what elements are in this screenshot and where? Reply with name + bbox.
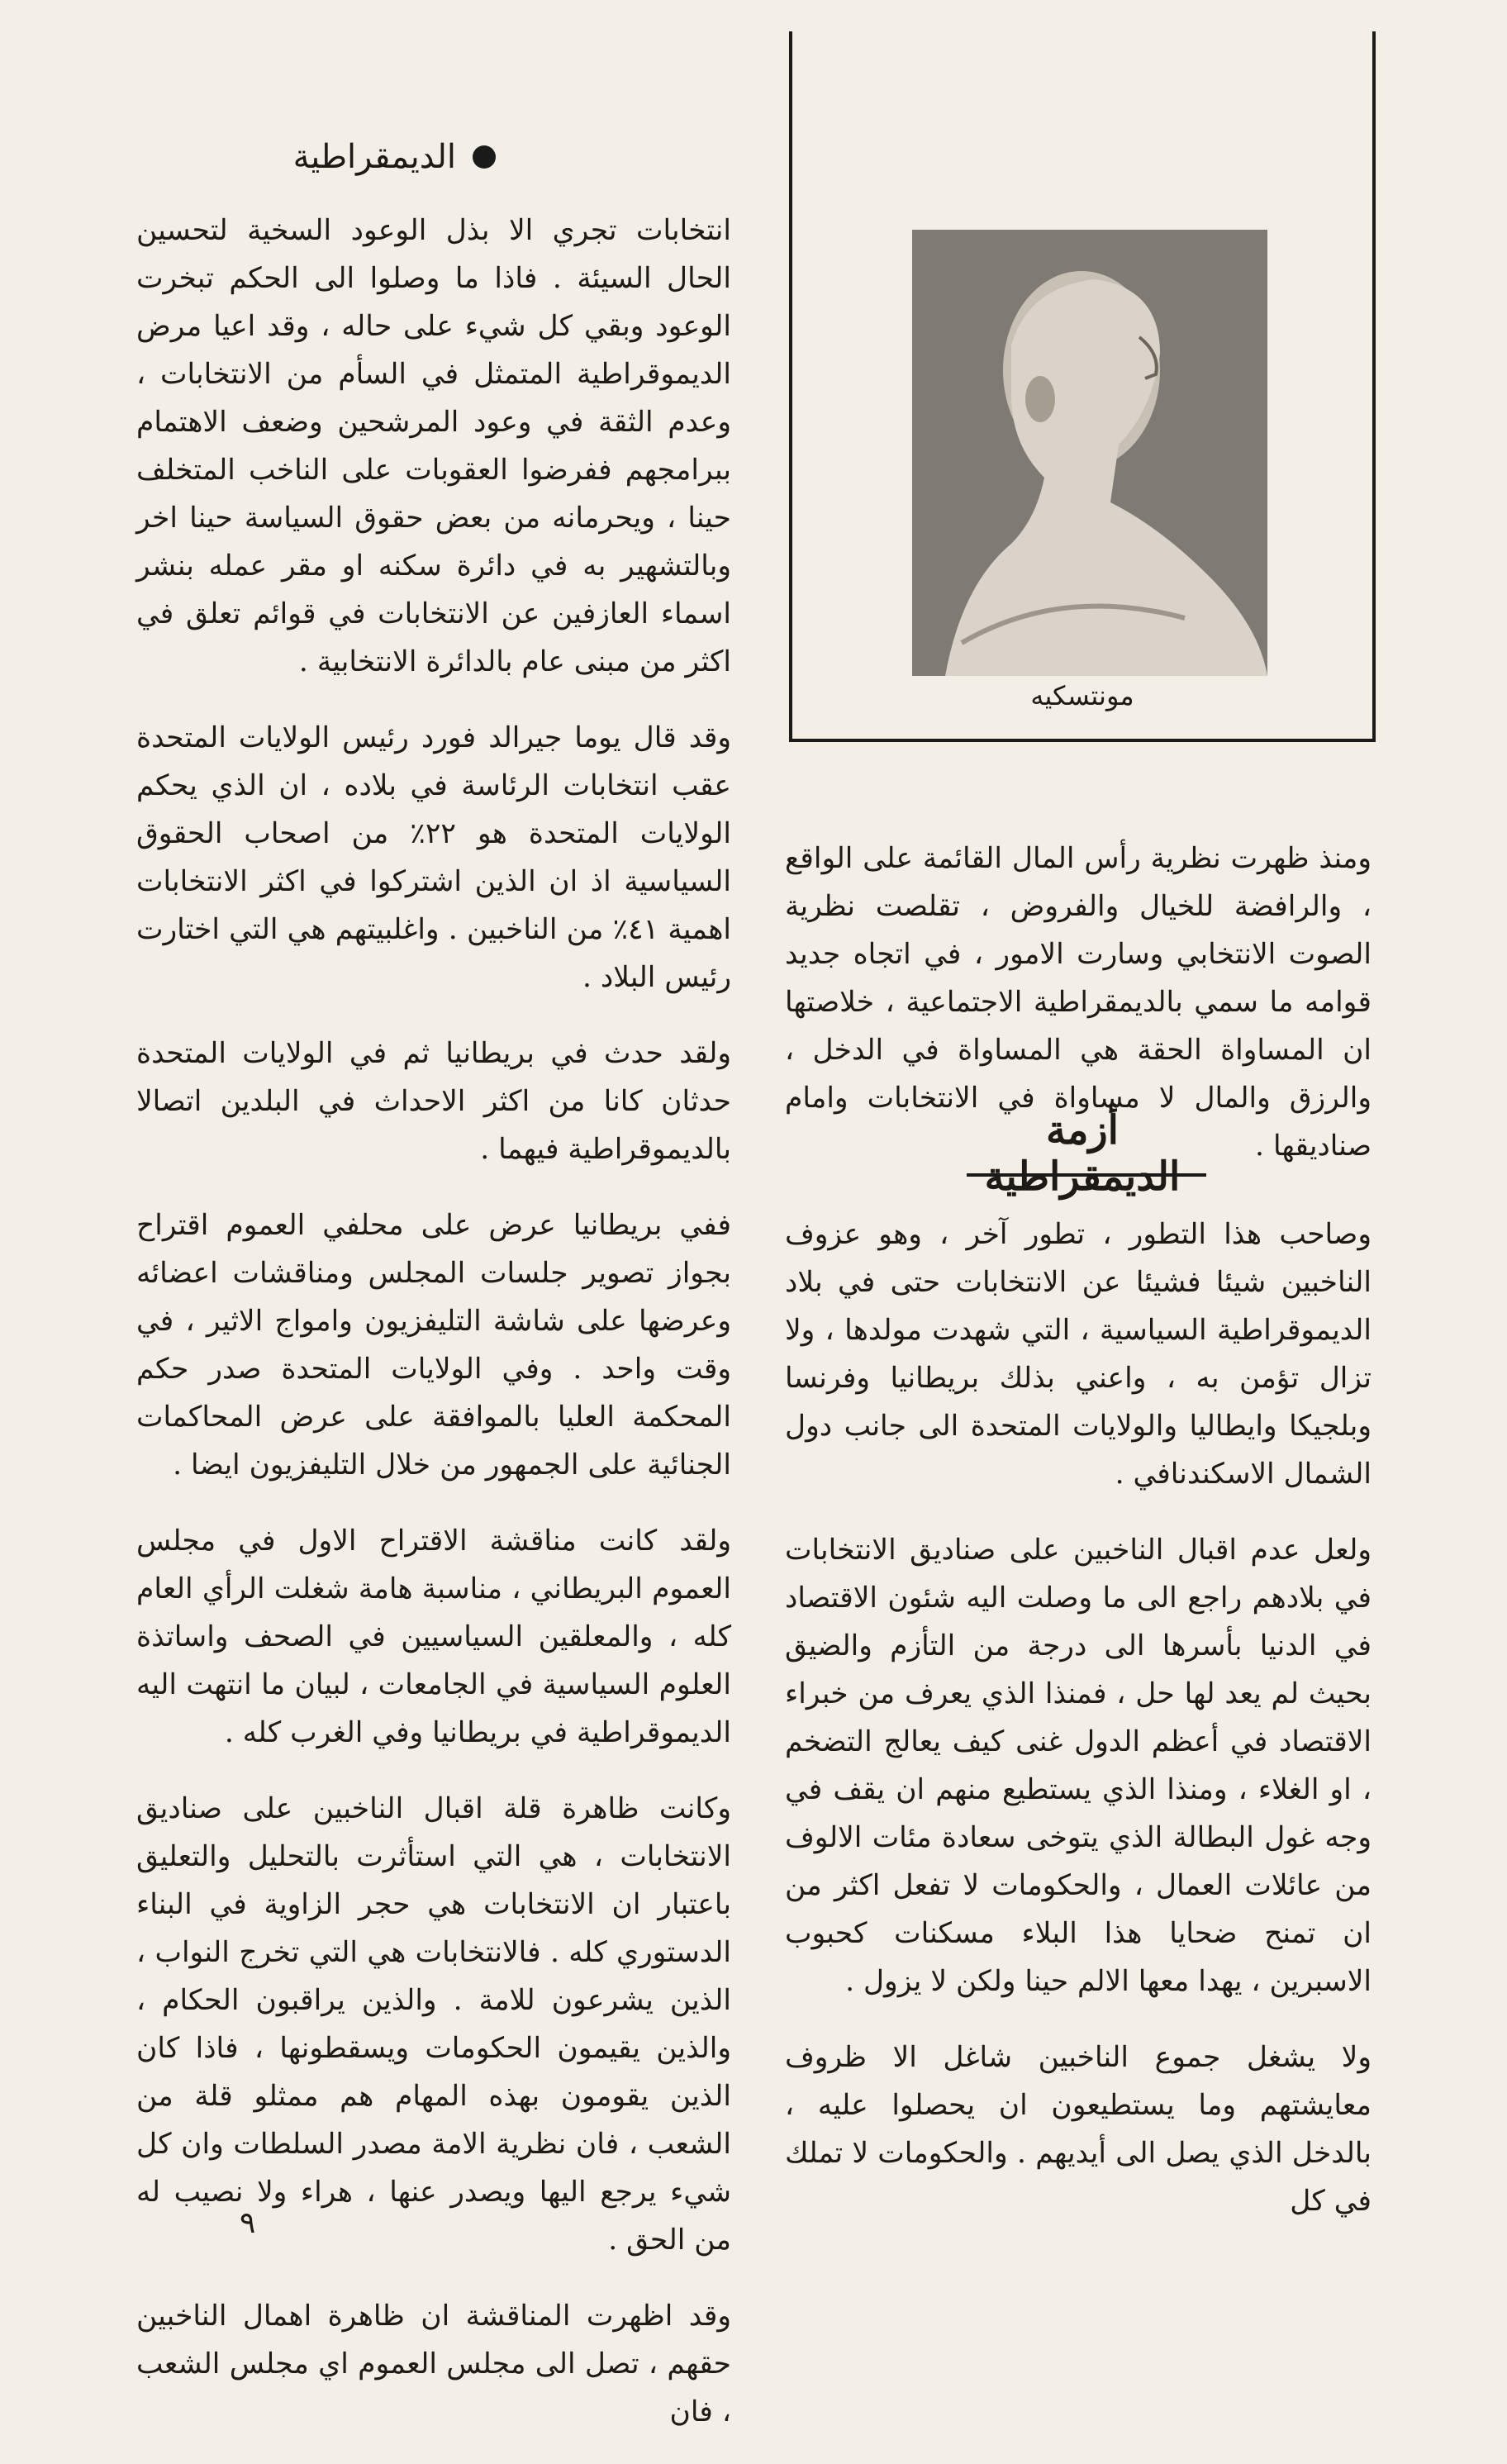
left-paragraph-7: وقد اظهرت المناقشة ان ظاهرة اهمال الناخبين حقهم ، تصل الى مجلس العموم اي مجلس الشعب ، فان <box>136 2300 731 2428</box>
bullet-icon <box>473 145 496 169</box>
section-title-rule <box>967 1173 1206 1177</box>
right-paragraph-2: وصاحب هذا التطور ، تطور آخر ، وهو عزوف الناخبين شيئا فشيئا عن الانتخابات حتى في بلاد الديموقراطية السياسية ، التي شهدت مولدها ، ولا تزال تؤمن به ، واعني بذلك بريطانيا وفرنسا وبلجيكا وايطاليا والولايات المتحدة الى جانب دول الشمال الاسكندنافي . <box>785 1218 1372 1491</box>
right-paragraph-1: ومنذ ظهرت نظرية رأس المال القائمة على الواقع ، والرافضة للخيال والفروض ، تقلصت نظرية الصوت الانتخابي وسارت الامور ، في اتجاه جديد قوامه ما سمي بالديمقراطية الاجتماعية ، خلاصتها ان المساواة الحقة هي المساواة في الدخل ، والرزق والمال لا مساواة في الانتخابات وامام صناديقها . <box>785 842 1372 1163</box>
header-title: الديمقراطية <box>292 138 456 176</box>
portrait-frame <box>789 31 1376 742</box>
left-paragraph-6: وكانت ظاهرة قلة اقبال الناخبين على صناديق الانتخابات ، هي التي استأثرت بالتحليل والتعليق باعتبار ان الانتخابات هي حجر الزاوية في البناء الدستوري كله . فالانتخابات هي التي تخرج النواب ، الذين يشرعون للامة . والذين يراقبون الحكام ، والذين يقيمون الحكومات ويسقطونها ، فاذا كان الذين يقومون بهذه المهام هم ممثلو قلة من الشعب ، فان نظرية الامة مصدر السلطات وان كل شيء يرجع اليها ويصدر عنها ، هراء ولا نصيب له من الحق . <box>136 1792 731 2257</box>
running-header <box>182 132 496 182</box>
left-paragraph-3: ولقد حدث في بريطانيا ثم في الولايات المتحدة حدثان كانا من اكثر الاحداث في البلدين اتصالا بالديموقراطية فيهما . <box>136 1037 731 1166</box>
right-paragraph-4: ولا يشغل جموع الناخبين شاغل الا ظروف معايشتهم وما يستطيعون ان يحصلوا عليه ، بالدخل الذي يصل الى أيديهم . والحكومات لا تملك في كل <box>785 2041 1372 2218</box>
left-paragraph-4: ففي بريطانيا عرض على محلفي العموم اقتراح بجواز تصوير جلسات المجلس ومناقشات اعضائه وعرضها على شاشة التليفزيون وامواج الاثير ، في وقت واحد . وفي الولايات المتحدة صدر حكم المحكمة العليا بالموافقة على عرض المحاكمات الجنائية على الجمهور من خلال التليفزيون ايضا . <box>136 1209 731 1482</box>
left-column <box>136 207 731 2464</box>
left-paragraph-1: انتخابات تجري الا بذل الوعود السخية لتحسين الحال السيئة . فاذا ما وصلوا الى الحكم تبخرت الوعود وبقي كل شيء على حاله ، وقد اعيا مرض الديموقراطية المتمثل في السأم من الانتخابات ، وعدم الثقة في وعود المرشحين وضعف الاهتمام ببرامجهم ففرضوا العقوبات على الناخب المتخلف حينا ، ويحرمانه من بعض حقوق السياسة حينا اخر وبالتشهير به في دائرة سكنه او مقر عمله بنشر اسماء العازفين عن الانتخابات في قوائم تعلق في اكثر من مبنى عام بالدائرة الانتخابية . <box>136 214 731 678</box>
section-title: أزمة الديمقراطية <box>984 1107 1181 1200</box>
portrait-caption: مونتسكيه <box>1030 680 1134 711</box>
left-paragraph-2: وقد قال يوما جيرالد فورد رئيس الولايات المتحدة عقب انتخابات الرئاسة في بلاده ، ان الذي يحكم الولايات المتحدة هو ٢٢٪ من اصحاب الحقوق السياسية اذ ان الذين اشتركوا في اكثر الانتخابات اهمية ٤١٪ من الناخبين . واغلبيتهم هي التي اختارت رئيس البلاد . <box>136 721 731 994</box>
montesquieu-portrait <box>912 230 1267 676</box>
left-paragraph-5: ولقد كانت مناقشة الاقتراح الاول في مجلس العموم البريطاني ، مناسبة هامة شغلت الرأي العام كله ، والمعلقين السياسيين في الصحف واساتذة العلوم السياسية في الجامعات ، لبيان ما انتهت اليه الديموقراطية في بريطانيا وفي الغرب كله . <box>136 1525 731 1749</box>
right-column-bottom <box>785 1211 1372 2253</box>
page-number: ٩ <box>240 2206 256 2240</box>
right-paragraph-3: ولعل عدم اقبال الناخبين على صناديق الانتخابات في بلادهم راجع الى ما وصلت اليه شئون الاقتصاد في الدنيا بأسرها الى درجة من التأزم والضيق بحيث لم يعد لها حل ، فمنذا الذي يعرف من خبراء الاقتصاد في أعظم الدول غنى كيف يعالج التضخم ، او الغلاء ، ومنذا الذي يستطيع منهم ان يقف في وجه غول البطالة الذي يتوخى سعادة مئات الالوف من عائلات العمال ، والحكومات لا تفعل اكثر من ان تمنح ضحايا هذا البلاء مسكنات كحبوب الاسبرين ، يهدا معها الالم حينا ولكن لا يزول . <box>785 1534 1372 1998</box>
